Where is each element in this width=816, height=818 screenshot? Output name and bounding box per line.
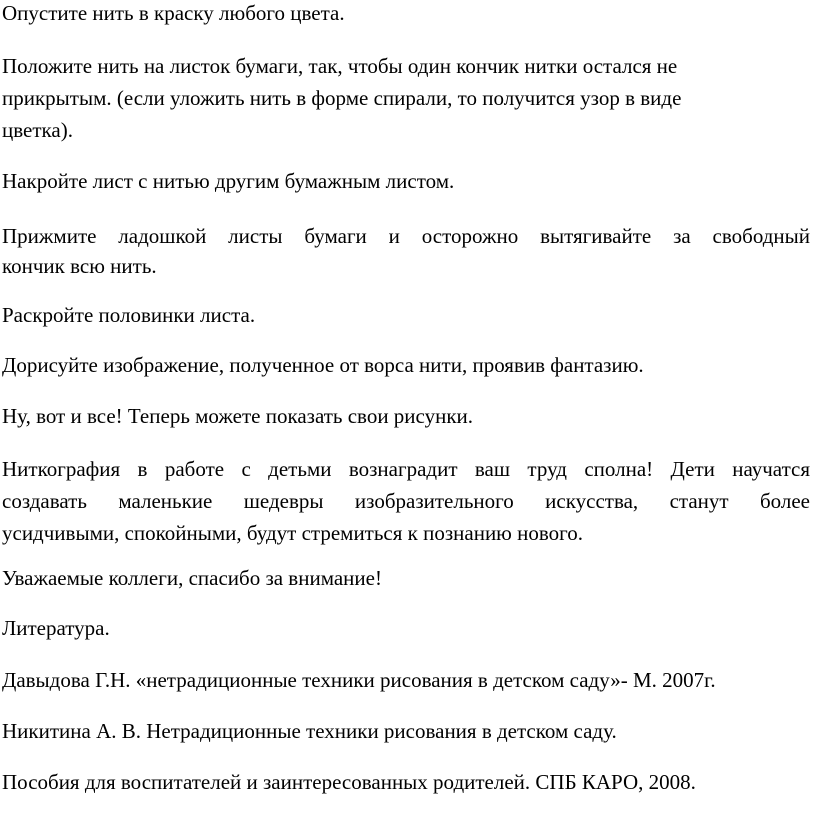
paragraph-open-halves: Раскройте половинки листа.: [2, 303, 256, 327]
paragraph-line: Прижмите ладошкой листы бумаги и осторожно вытягивайте за свободный: [2, 224, 810, 248]
paragraph-cover-sheet: Накройте лист с нитью другим бумажным листом.: [2, 169, 455, 193]
paragraph-thanks: Уважаемые коллеги, спасибо за внимание!: [2, 566, 382, 590]
paragraph-line: прикрытым. (если уложить нить в форме спирали, то получится узор в виде: [2, 86, 682, 110]
paragraph-line: усидчивыми, спокойными, будут стремиться к познанию нового.: [2, 521, 583, 545]
paragraph-line: Положите нить на листок бумаги, так, чтобы один кончик нитки остался не: [2, 54, 678, 78]
paragraph-line: кончик всю нить.: [2, 254, 157, 278]
paragraph-dip-thread: Опустите нить в краску любого цвета.: [2, 1, 345, 25]
literature-item: Давыдова Г.Н. «нетрадиционные техники рисования в детском саду»- М. 2007г.: [2, 668, 716, 692]
paragraph-thread-graphics: [2, 453, 810, 549]
literature-heading: Литература.: [2, 616, 110, 640]
paragraph-show-drawings: Ну, вот и все! Теперь можете показать свои рисунки.: [2, 404, 474, 428]
paragraph-draw-image: Дорисуйте изображение, полученное от ворса нити, проявив фантазию.: [2, 353, 644, 377]
literature-item: Пособия для воспитателей и заинтересованных родителей. СПБ КАРО, 2008.: [2, 770, 696, 794]
paragraph-line: Ниткография в работе с детьми вознаградит ваш труд сполна! Дети научатся: [2, 457, 810, 481]
paragraph-line: создавать маленькие шедевры изобразительного искусства, станут более: [2, 489, 810, 513]
literature-item: Никитина А. В. Нетрадиционные техники рисования в детском саду.: [2, 719, 617, 743]
paragraph-place-thread: [2, 50, 810, 146]
paragraph-line: цветка).: [2, 118, 73, 142]
paragraph-press-sheets: [2, 221, 810, 281]
